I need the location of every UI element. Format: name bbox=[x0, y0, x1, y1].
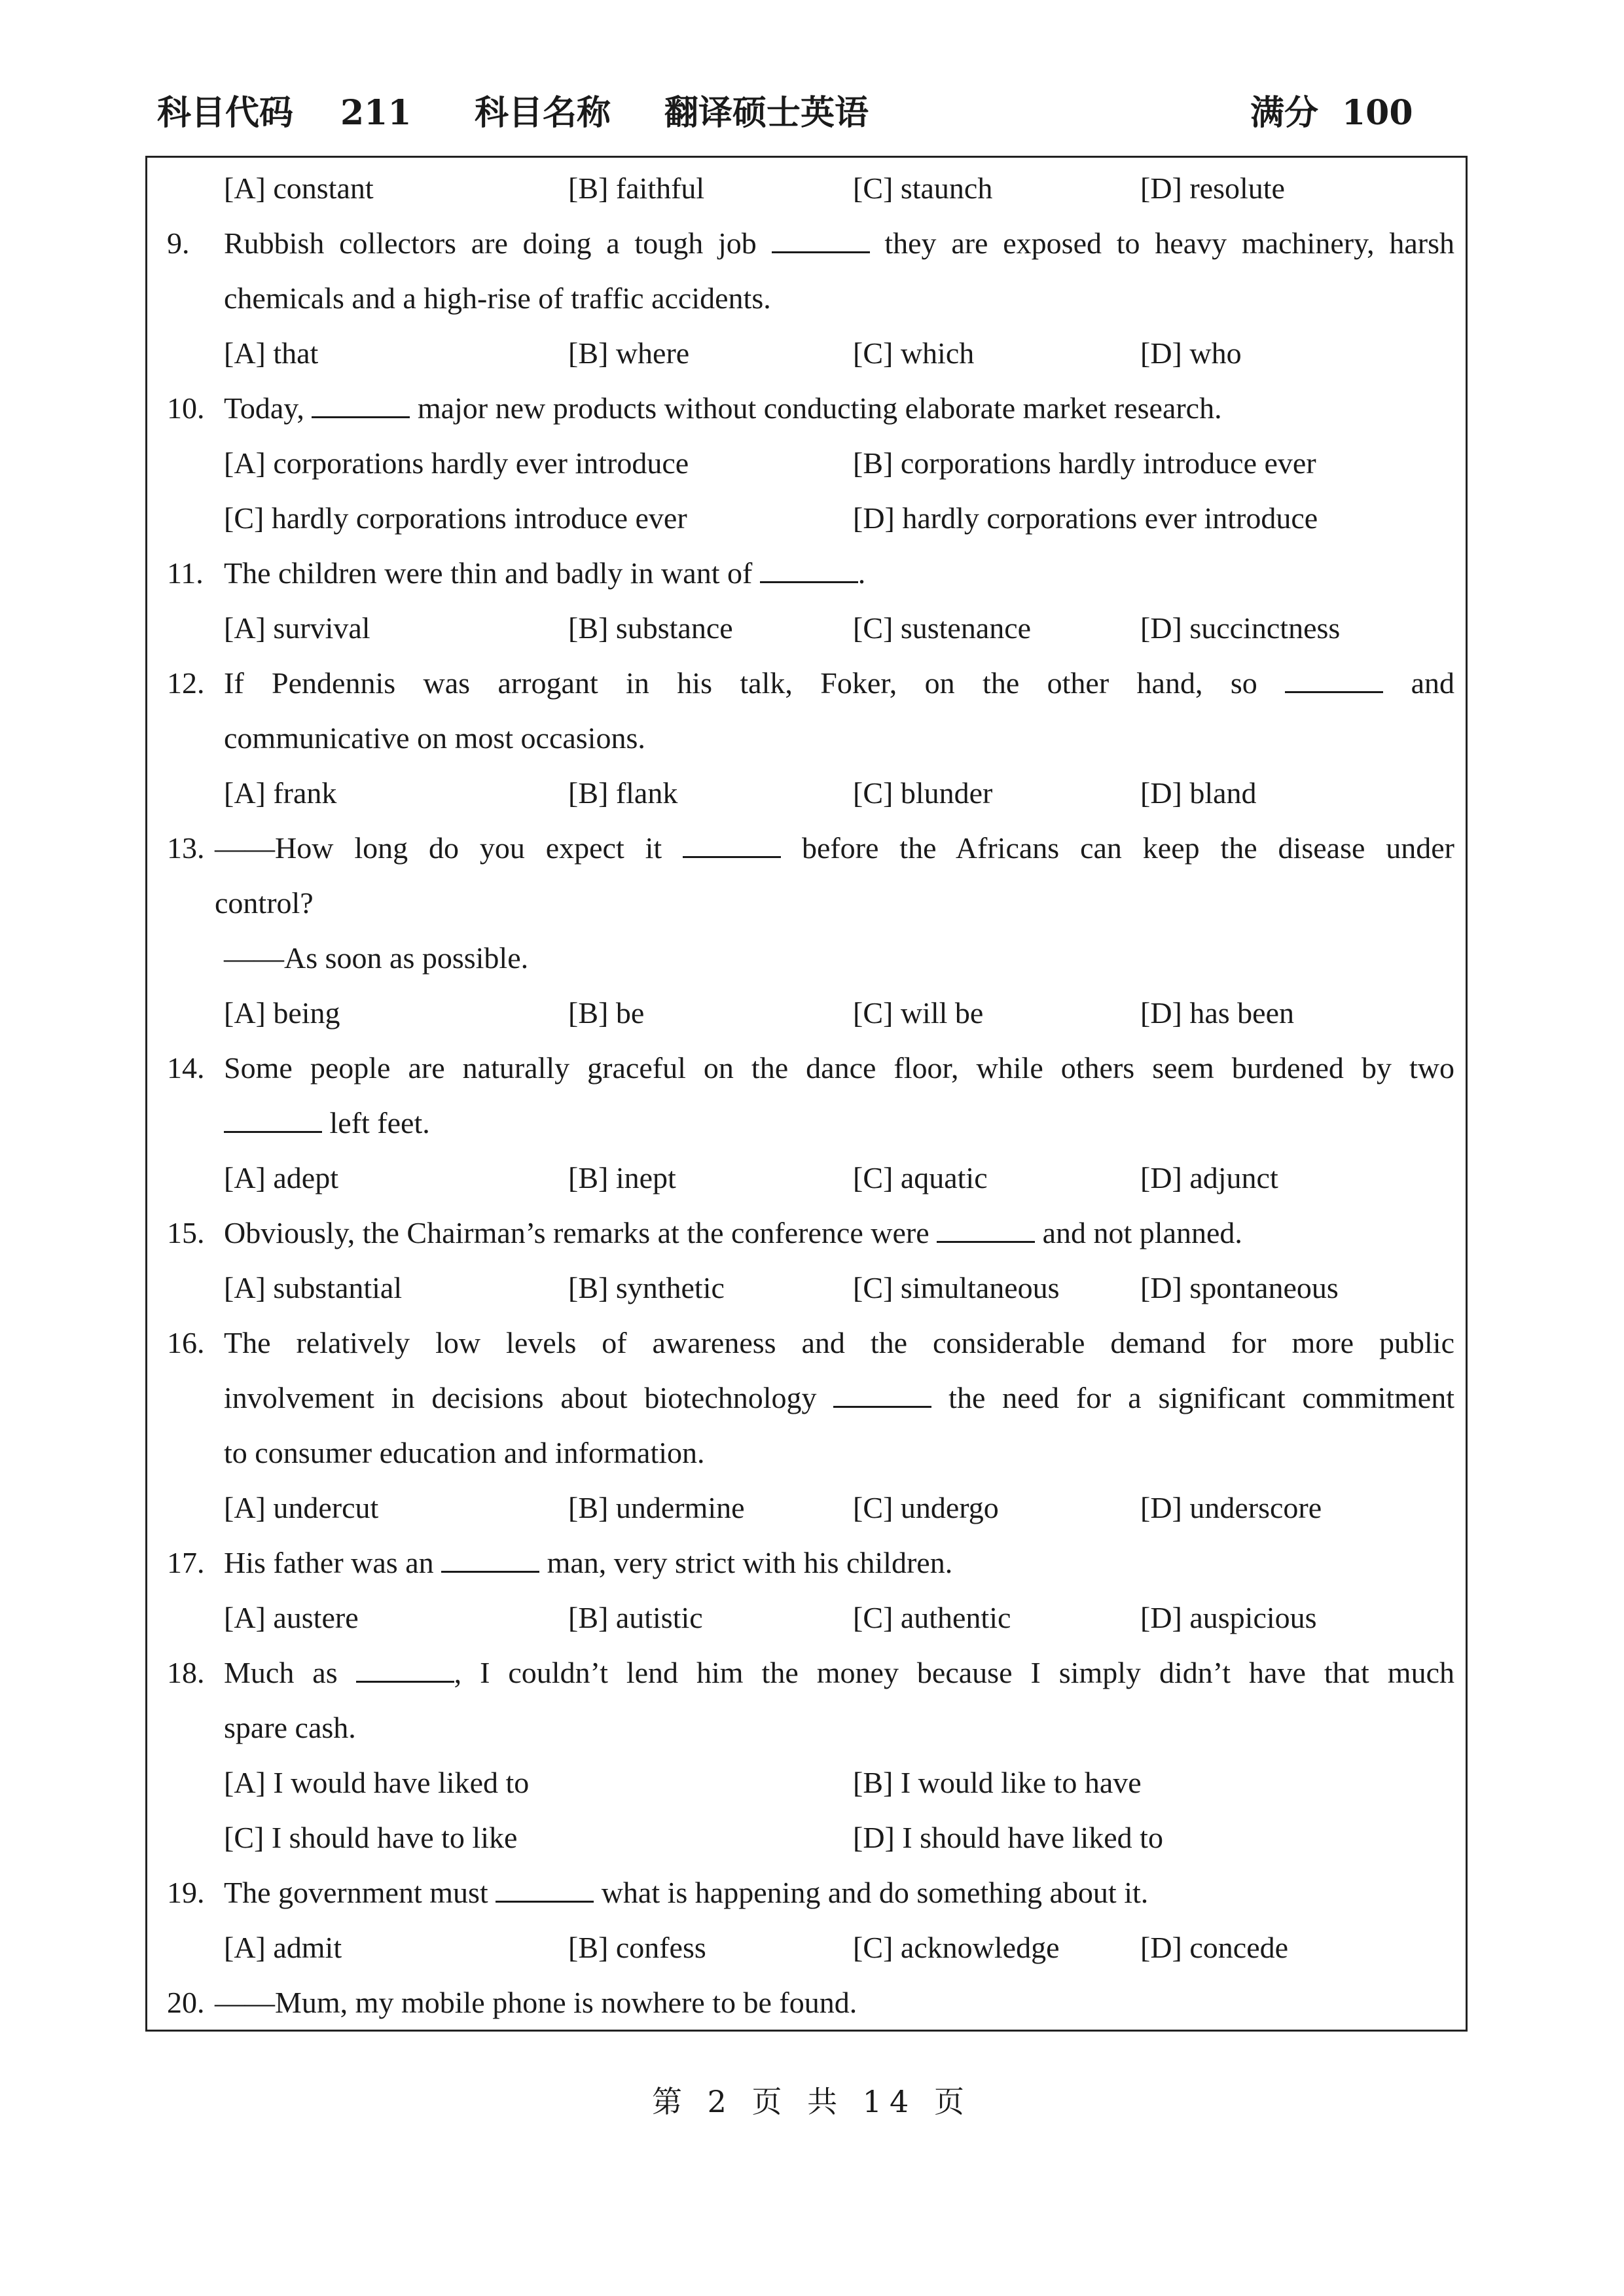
q12-option-d: [D] bland bbox=[1140, 776, 1257, 810]
q10-stem bbox=[224, 381, 1454, 436]
q16-option-b: [B] undermine bbox=[568, 1491, 745, 1524]
q13-option-d: [D] has been bbox=[1140, 996, 1295, 1030]
q15-option-a: [A] substantial bbox=[224, 1271, 403, 1304]
q10-blank bbox=[312, 382, 410, 418]
q14-option-d: [D] adjunct bbox=[1140, 1161, 1278, 1194]
q9-blank bbox=[772, 217, 870, 253]
q17-option-d: [D] auspicious bbox=[1140, 1601, 1317, 1634]
q13-stem bbox=[215, 821, 1454, 876]
q8-option-c: [C] staunch bbox=[853, 171, 993, 205]
q16-text-a: involvement in decisions about biotechnology bbox=[224, 1381, 817, 1414]
q20-number: 20. bbox=[167, 1986, 205, 2019]
q11-option-d: [D] succinctness bbox=[1140, 611, 1341, 645]
q12-number: 12. bbox=[167, 666, 205, 700]
q11-blank bbox=[760, 547, 858, 583]
subject-name: 翻译硕士英语 bbox=[664, 93, 869, 133]
q18-option-a: [A] I would have liked to bbox=[224, 1766, 530, 1799]
q13-stem-cont: control? bbox=[215, 886, 314, 920]
q11-text-a: The children were thin and badly in want of bbox=[224, 556, 753, 590]
q9-text-b: they are exposed to heavy machinery, harsh bbox=[884, 226, 1455, 260]
q10-text-b: major new products without conducting elaborate market research. bbox=[417, 391, 1222, 425]
q10-option-b: [B] corporations hardly introduce ever bbox=[853, 446, 1316, 480]
q15-option-b: [B] synthetic bbox=[568, 1271, 725, 1304]
q11-text-b: . bbox=[857, 556, 866, 590]
q10-text-a: Today, bbox=[224, 391, 304, 425]
q15-blank bbox=[937, 1207, 1035, 1243]
subject-code-label: 科目代码 bbox=[157, 93, 294, 133]
q15-option-d: [D] spontaneous bbox=[1140, 1271, 1339, 1304]
q12-option-b: [B] flank bbox=[568, 776, 678, 810]
q13-blank bbox=[683, 822, 781, 858]
page-number: 第 2 页 共 14 页 bbox=[652, 2084, 972, 2119]
q19-number: 19. bbox=[167, 1876, 205, 1909]
q9-option-b: [B] where bbox=[568, 336, 690, 370]
q14-blank bbox=[224, 1097, 322, 1133]
full-score-label: 满分 bbox=[1250, 93, 1319, 133]
q12-stem-cont: communicative on most occasions. bbox=[224, 721, 645, 755]
q9-option-d: [D] who bbox=[1140, 336, 1242, 370]
q19-blank bbox=[496, 1867, 594, 1903]
q19-option-b: [B] confess bbox=[568, 1931, 706, 1964]
q19-text-b: what is happening and do something about it. bbox=[601, 1876, 1149, 1909]
q14-option-a: [A] adept bbox=[224, 1161, 338, 1194]
q9-stem-cont: chemicals and a high-rise of traffic accidents. bbox=[224, 281, 771, 315]
q9-stem bbox=[224, 216, 1454, 271]
q14-stem-cont bbox=[224, 1096, 1454, 1151]
q20-stem: ——Mum, my mobile phone is nowhere to be found. bbox=[215, 1986, 857, 2019]
q14-text-b: left feet. bbox=[329, 1106, 430, 1139]
q10-option-c: [C] hardly corporations introduce ever bbox=[224, 501, 687, 535]
exam-header bbox=[157, 90, 1413, 136]
q15-number: 15. bbox=[167, 1216, 205, 1249]
q11-number: 11. bbox=[167, 556, 204, 590]
q15-stem bbox=[224, 1206, 1454, 1261]
q16-stem-end: to consumer education and information. bbox=[224, 1436, 705, 1469]
q12-option-a: [A] frank bbox=[224, 776, 337, 810]
q10-option-a: [A] corporations hardly ever introduce bbox=[224, 446, 689, 480]
q16-option-c: [C] undergo bbox=[853, 1491, 999, 1524]
q18-text-a: Much as bbox=[224, 1656, 338, 1689]
q13-reply: ——As soon as possible. bbox=[224, 941, 529, 975]
q11-option-b: [B] substance bbox=[568, 611, 733, 645]
q16-blank bbox=[833, 1372, 931, 1408]
full-score: 100 bbox=[1342, 93, 1413, 133]
q11-option-a: [A] survival bbox=[224, 611, 370, 645]
q12-stem bbox=[224, 656, 1454, 711]
q17-text-a: His father was an bbox=[224, 1546, 434, 1579]
q8-option-d: [D] resolute bbox=[1140, 171, 1285, 205]
q10-option-d: [D] hardly corporations ever introduce bbox=[853, 501, 1318, 535]
q18-number: 18. bbox=[167, 1656, 205, 1689]
q8-option-b: [B] faithful bbox=[568, 171, 705, 205]
q15-text-a: Obviously, the Chairman’s remarks at the conference were bbox=[224, 1216, 929, 1249]
q19-option-c: [C] acknowledge bbox=[853, 1931, 1060, 1964]
q16-text-b: the need for a significant commitment bbox=[948, 1381, 1454, 1414]
q15-option-c: [C] simultaneous bbox=[853, 1271, 1060, 1304]
q16-number: 16. bbox=[167, 1326, 205, 1359]
q18-option-d: [D] I should have liked to bbox=[853, 1821, 1163, 1854]
subject-name-label: 科目名称 bbox=[475, 93, 611, 133]
q12-option-c: [C] blunder bbox=[853, 776, 993, 810]
q14-option-b: [B] inept bbox=[568, 1161, 676, 1194]
q19-option-a: [A] admit bbox=[224, 1931, 342, 1964]
q19-stem bbox=[224, 1865, 1454, 1920]
q13-option-a: [A] being bbox=[224, 996, 340, 1030]
q11-option-c: [C] sustenance bbox=[853, 611, 1032, 645]
q13-number: 13. bbox=[167, 831, 205, 865]
q13-option-c: [C] will be bbox=[853, 996, 984, 1030]
q18-option-b: [B] I would like to have bbox=[853, 1766, 1142, 1799]
q14-number: 14. bbox=[167, 1051, 205, 1085]
q17-option-b: [B] autistic bbox=[568, 1601, 703, 1634]
q9-text-a: Rubbish collectors are doing a tough job bbox=[224, 226, 757, 260]
q17-text-b: man, very strict with his children. bbox=[547, 1546, 953, 1579]
q10-number: 10. bbox=[167, 391, 205, 425]
q13-option-b: [B] be bbox=[568, 996, 645, 1030]
q19-option-d: [D] concede bbox=[1140, 1931, 1289, 1964]
q16-option-d: [D] underscore bbox=[1140, 1491, 1322, 1524]
q13-text-b: before the Africans can keep the disease under bbox=[801, 831, 1454, 865]
q18-text-b: , I couldn’t lend him the money because I simply didn’t have that much bbox=[454, 1656, 1455, 1689]
q18-option-c: [C] I should have to like bbox=[224, 1821, 518, 1854]
q9-option-c: [C] which bbox=[853, 336, 975, 370]
q14-option-c: [C] aquatic bbox=[853, 1161, 988, 1194]
q16-option-a: [A] undercut bbox=[224, 1491, 379, 1524]
q18-stem bbox=[224, 1645, 1454, 1700]
q19-text-a: The government must bbox=[224, 1876, 488, 1909]
q18-blank bbox=[356, 1647, 454, 1683]
q16-stem-cont bbox=[224, 1371, 1454, 1426]
q16-stem: The relatively low levels of awareness and the considerable demand for more public bbox=[224, 1326, 1454, 1359]
q11-stem bbox=[224, 546, 1454, 601]
q18-stem-cont: spare cash. bbox=[224, 1711, 356, 1744]
q8-option-a: [A] constant bbox=[224, 171, 374, 205]
q17-stem bbox=[224, 1535, 1454, 1590]
q15-text-b: and not planned. bbox=[1042, 1216, 1242, 1249]
q12-blank bbox=[1285, 657, 1383, 693]
q17-option-c: [C] authentic bbox=[853, 1601, 1011, 1634]
q14-stem: Some people are naturally graceful on the dance floor, while others seem burdened by two bbox=[224, 1051, 1454, 1085]
q12-text-b: and bbox=[1411, 666, 1455, 700]
q13-text-a: ——How long do you expect it bbox=[215, 831, 662, 865]
q17-number: 17. bbox=[167, 1546, 205, 1579]
q9-option-a: [A] that bbox=[224, 336, 319, 370]
q17-option-a: [A] austere bbox=[224, 1601, 359, 1634]
q9-number: 9. bbox=[167, 226, 190, 260]
q17-blank bbox=[441, 1537, 539, 1573]
subject-code: 211 bbox=[340, 93, 412, 133]
q12-text-a: If Pendennis was arrogant in his talk, Foker, on the other hand, so bbox=[224, 666, 1257, 700]
